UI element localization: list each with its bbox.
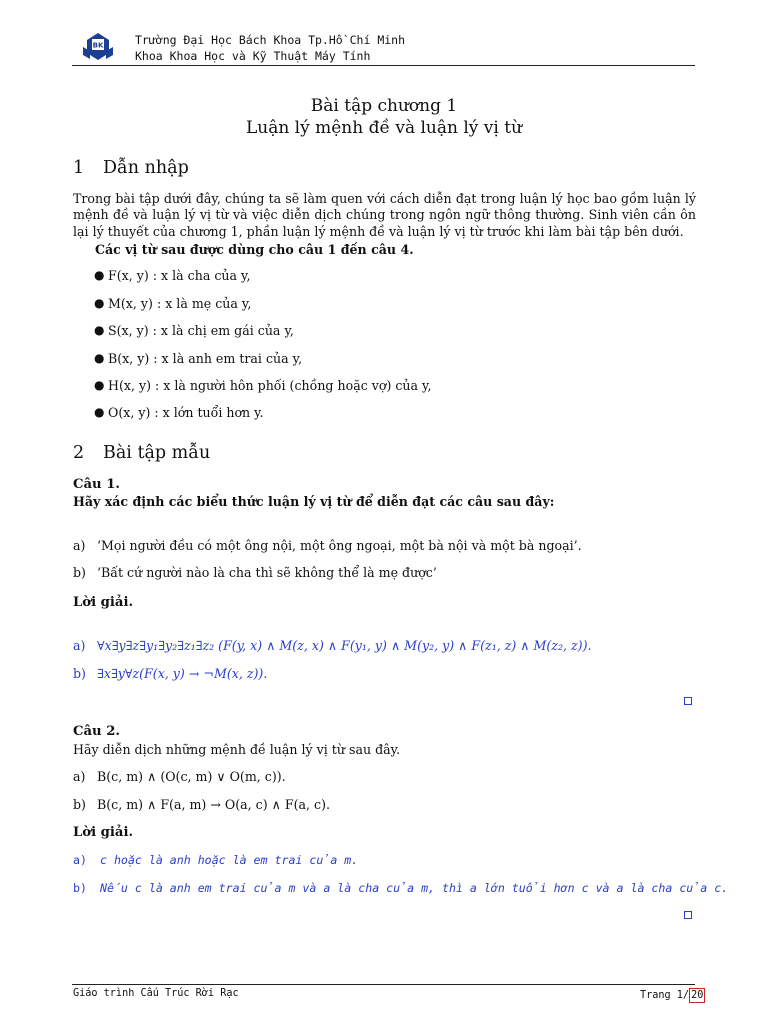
list-item: O(x, y) : x lớn tuổi hơn y. [108, 405, 264, 420]
doc-title: Bài tập chương 1 [310, 96, 458, 116]
question-2-answer-a: a) c hoặc là anh hoặc là em trai của m. [73, 853, 359, 867]
bullet-dot: ● [94, 296, 105, 310]
qed-square-icon [684, 911, 692, 919]
question-2-item-a: a) B(c, m) ∧ (O(c, m) ∨ O(m, c)). [73, 769, 286, 784]
header-faculty: Khoa Khoa Học và Kỹ Thuật Máy Tính [135, 49, 371, 63]
list-item: S(x, y) : x là chị em gái của y, [108, 323, 294, 338]
bullet-dot: ● [94, 351, 105, 365]
bullet-dot: ● [94, 378, 105, 392]
doc-subtitle: Luận lý mệnh đề và luận lý vị từ [245, 118, 523, 138]
question-1-title: Câu 1. [73, 477, 120, 492]
question-2-title: Câu 2. [73, 724, 120, 739]
university-logo [78, 32, 118, 64]
question-2-prompt: Hãy diễn dịch những mệnh đề luận lý vị từ sau đây. [73, 742, 401, 757]
header-rule [72, 65, 695, 66]
list-item: H(x, y) : x là người hôn phối (chồng hoặc vợ) của y, [108, 378, 432, 393]
qed-square-icon [684, 697, 692, 705]
bullet-dot: ● [94, 405, 105, 419]
header-university: Trường Đại Học Bách Khoa Tp.Hồ Chí Minh [135, 33, 406, 47]
question-1-item-a: a) ‘Mọi người đều có một ông nội, một ông ngoại, một bà nội và một bà ngoại’. [73, 538, 582, 553]
question-1-answer-b: b) ∃x∃y∀z(F(x, y) → ¬M(x, z)). [73, 666, 268, 681]
footer-page-number: Trang 1/ 20 [640, 990, 704, 1001]
question-1-solution-title: Lời giải. [73, 595, 134, 610]
bullet-dot: ● [94, 268, 105, 282]
total-pages-link[interactable]: 20 [691, 990, 704, 1001]
footer-rule [72, 984, 695, 985]
question-1-answer-a: a) ∀x∃y∃z∃y₁∃y₂∃z₁∃z₂ (F(y, x) ∧ M(z, x) ∧ F(y₁, y) ∧ M(y₂, y) ∧ F(z₁, z) ∧ M(z₂, z)). [73, 638, 592, 653]
question-1-prompt: Hãy xác định các biểu thức luận lý vị từ để diễn đạt các câu sau đây: [73, 494, 555, 509]
predicates-lead: Các vị từ sau được dùng cho câu 1 đến câu 4. [95, 242, 414, 257]
list-item: B(x, y) : x là anh em trai của y, [108, 351, 303, 366]
question-2-item-b: b) B(c, m) ∧ F(a, m) → O(a, c) ∧ F(a, c). [73, 797, 330, 812]
logo-text: BK [92, 41, 104, 50]
section-1-heading: 1 Dẫn nhập [73, 158, 189, 178]
question-2-answer-b: b) Nếu c là anh em trai của m và a là cha của m, thì a lớn tuổi hơn c và a là cha của c. [73, 881, 729, 895]
bullet-dot: ● [94, 323, 105, 337]
list-item: M(x, y) : x là mẹ của y, [108, 296, 252, 311]
section-2-heading: 2 Bài tập mẫu [73, 443, 211, 463]
list-item: F(x, y) : x là cha của y, [108, 268, 251, 283]
question-1-item-b: b) ‘Bất cứ người nào là cha thì sẽ không thể là mẹ được’ [73, 565, 437, 580]
footer-course-name: Giáo trình Cấu Trúc Rời Rạc [73, 988, 239, 999]
section-1-paragraph: Trong bài tập dưới đây, chúng ta sẽ làm quen với cách diễn đạt trong luận lý học bao gồm luận lý mệnh đề và luận lý vị từ và việc diễn dịch chúng trong ngôn ngữ thông thường. Sinh viên cần ôn lại lý thuyết của chương 1, phần luận lý mệnh đề và luận lý vị từ trước khi làm bài tập bên dưới. [73, 191, 696, 239]
question-2-solution-title: Lời giải. [73, 825, 134, 840]
